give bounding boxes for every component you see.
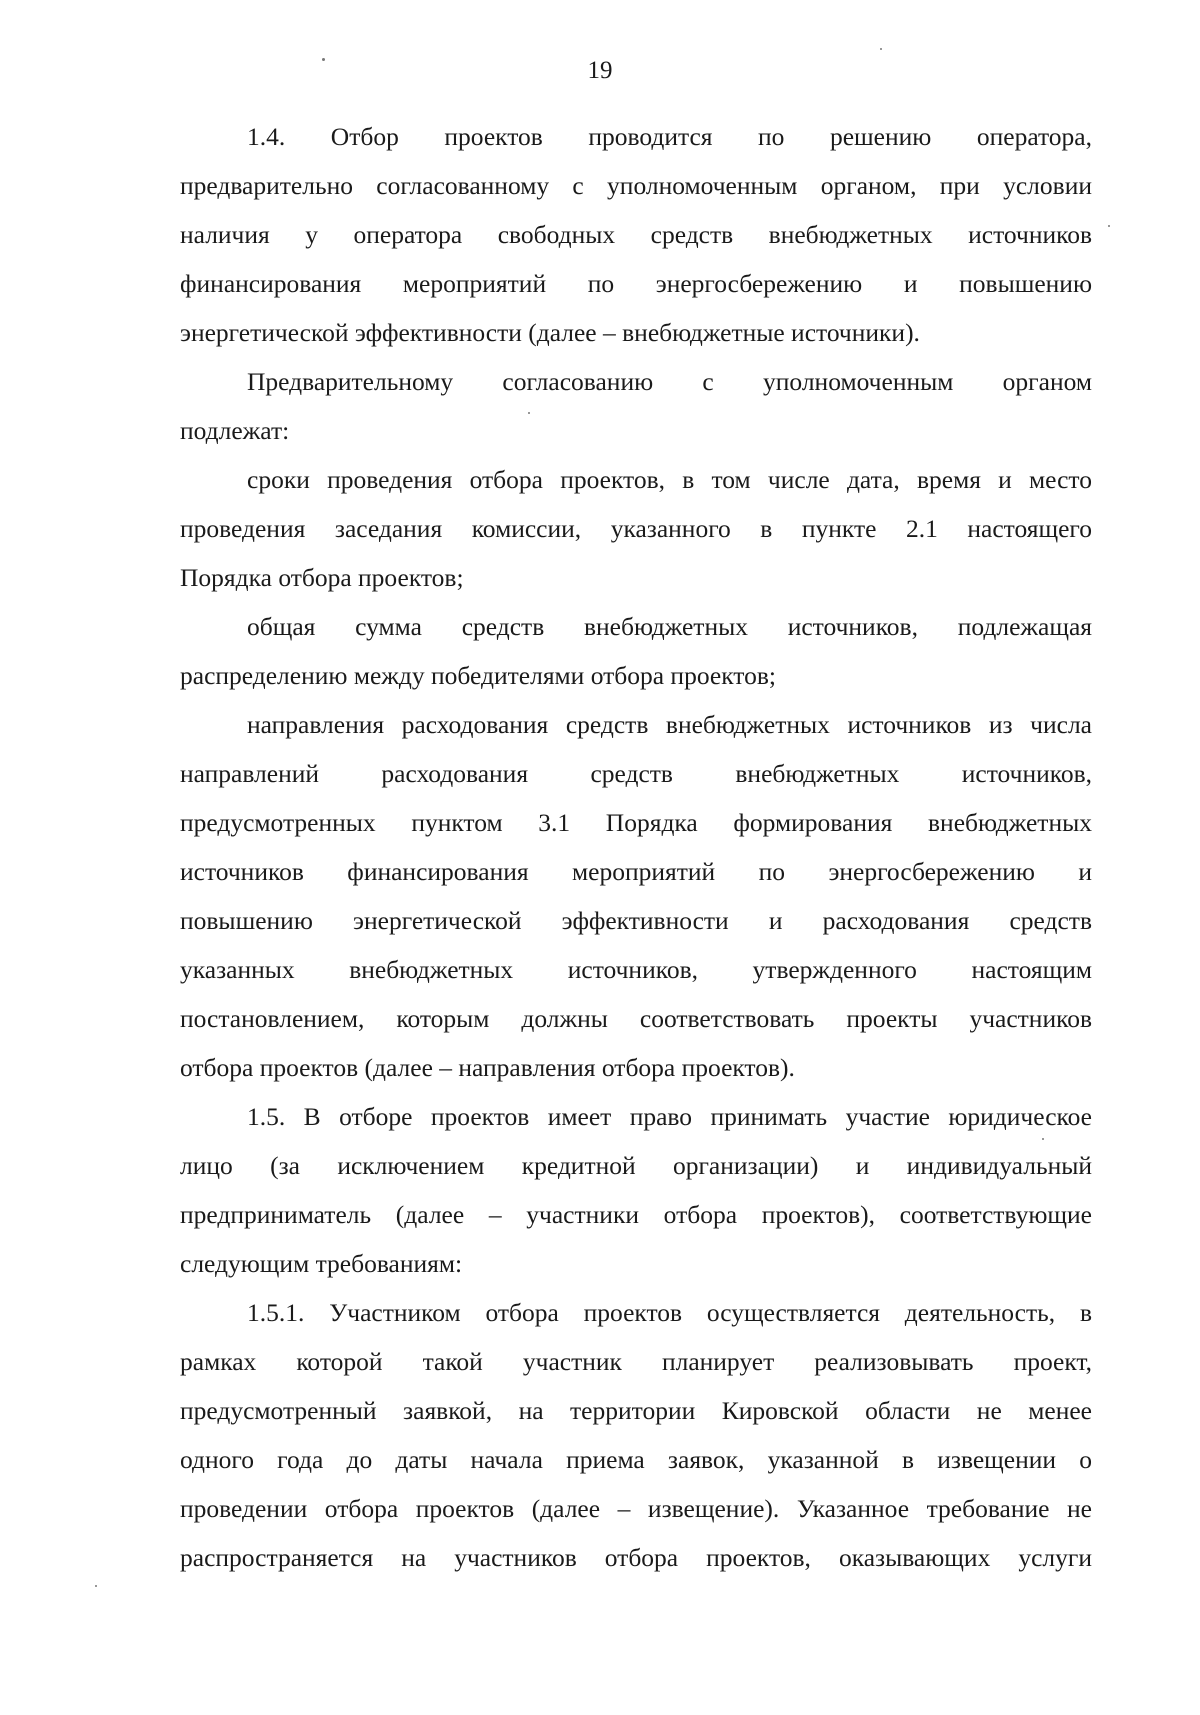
scan-speck	[1108, 225, 1110, 227]
paragraph-deadlines	[180, 455, 1092, 602]
text-line: лицо (за исключением кредитной организации) и индивидуальный	[180, 1151, 1092, 1180]
text-line: наличия у оператора свободных средств внебюджетных источников	[180, 220, 1092, 249]
text-line: Порядка отбора проектов;	[180, 563, 464, 592]
text-line: энергетической эффективности (далее – внебюджетные источники).	[180, 318, 920, 347]
paragraph-directions	[180, 700, 1092, 1092]
paragraph-1-4	[180, 112, 1092, 357]
paragraph-1-5	[180, 1092, 1092, 1288]
text-line: постановлением, которым должны соответствовать проекты участников	[180, 1004, 1092, 1033]
text-line: предусмотренный заявкой, на территории Кировской области не менее	[180, 1396, 1092, 1425]
scan-speck	[528, 412, 530, 414]
text-line: одного года до даты начала приема заявок, указанной в извещении о	[180, 1445, 1092, 1474]
text-line: Предварительному согласованию с уполномоченным органом	[247, 367, 1092, 396]
text-line: направлений расходования средств внебюджетных источников,	[180, 759, 1092, 788]
scan-speck	[1042, 1138, 1044, 1140]
text-line: 1.4. Отбор проектов проводится по решению оператора,	[247, 122, 1092, 151]
text-line: распространяется на участников отбора проектов, оказывающих услуги	[180, 1543, 1092, 1572]
scan-speck	[322, 58, 325, 61]
text-line: следующим требованиям:	[180, 1249, 463, 1278]
text-line: 1.5.1. Участником отбора проектов осуществляется деятельность, в	[247, 1298, 1092, 1327]
text-line: предварительно согласованному с уполномоченным органом, при условии	[180, 171, 1092, 200]
text-line: предусмотренных пунктом 3.1 Порядка формирования внебюджетных	[180, 808, 1092, 837]
text-line: предприниматель (далее – участники отбора проектов), соответствующие	[180, 1200, 1092, 1229]
paragraph-1-5-1	[180, 1288, 1092, 1582]
page-number: 19	[587, 57, 613, 84]
text-line: отбора проектов (далее – направления отбора проектов).	[180, 1053, 795, 1082]
text-line: 1.5. В отборе проектов имеет право принимать участие юридическое	[247, 1102, 1092, 1131]
text-line: источников финансирования мероприятий по энергосбережению и	[180, 857, 1092, 886]
text-line: рамках которой такой участник планирует реализовывать проект,	[180, 1347, 1092, 1376]
paragraph-total-sum	[180, 602, 1092, 700]
document-body	[180, 112, 1092, 1582]
text-line: общая сумма средств внебюджетных источников, подлежащая	[247, 612, 1092, 641]
text-line: повышению энергетической эффективности и расходования средств	[180, 906, 1092, 935]
text-line: проведении отбора проектов (далее – извещение). Указанное требование не	[180, 1494, 1092, 1523]
text-line: подлежат:	[180, 416, 290, 445]
text-line: распределению между победителями отбора проектов;	[180, 661, 776, 690]
scan-speck	[880, 48, 882, 50]
text-line: проведения заседания комиссии, указанного в пункте 2.1 настоящего	[180, 514, 1092, 543]
text-line: указанных внебюджетных источников, утвержденного настоящим	[180, 955, 1092, 984]
text-line: направления расходования средств внебюджетных источников из числа	[247, 710, 1092, 739]
paragraph-prior-approval	[180, 357, 1092, 455]
text-line: сроки проведения отбора проектов, в том числе дата, время и место	[247, 465, 1092, 494]
text-line: финансирования мероприятий по энергосбережению и повышению	[180, 269, 1092, 298]
scan-speck	[95, 1585, 97, 1587]
